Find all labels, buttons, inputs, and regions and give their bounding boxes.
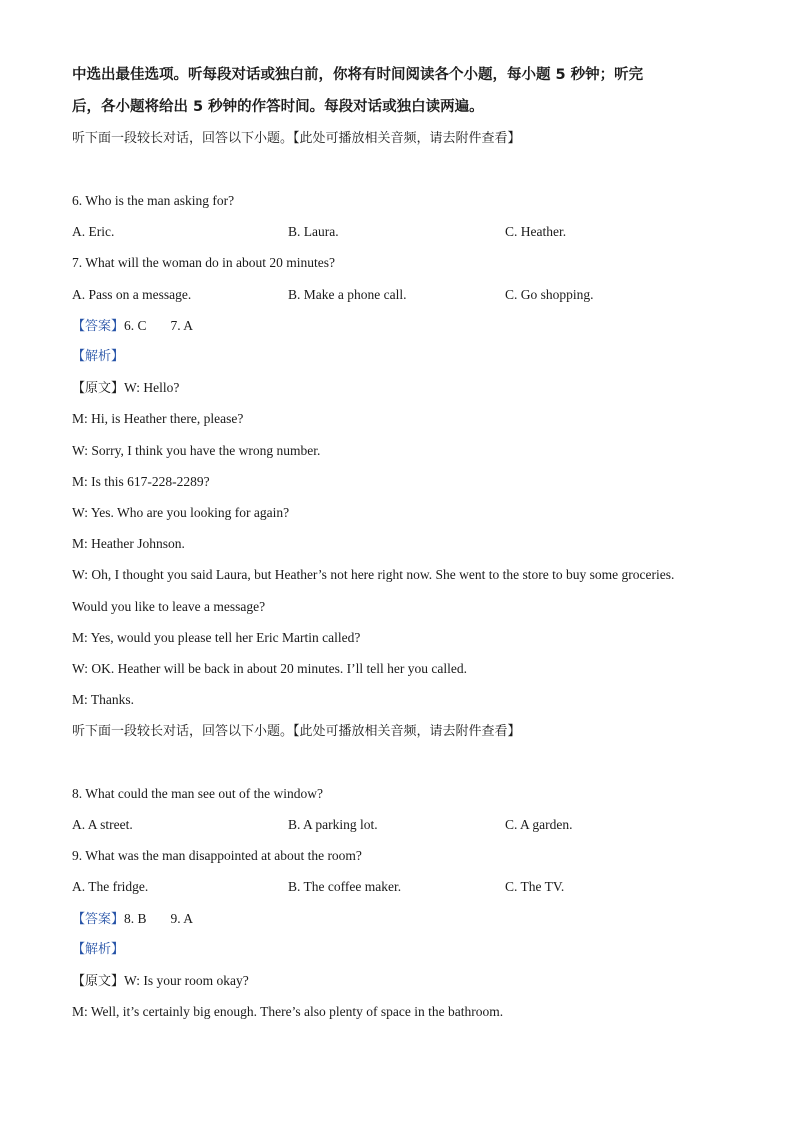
transcript-line: M: Thanks. [72,692,135,707]
question-9-option-c: C. The TV. [505,879,565,894]
transcript-label: 【原文】 [72,974,125,989]
question-6-stem: 6. Who is the man asking for? [72,193,235,208]
transcript-text: W: Is your room okay? [124,973,249,988]
section-1-intro: 听下面一段较长对话，回答以下小题。【此处可播放相关音频，请去附件查看】 [72,131,521,146]
question-7-option-a: A. Pass on a message. [72,287,192,302]
transcript-line: W: Yes. Who are you looking for again? [72,505,290,520]
answer-6: 6. C [124,318,147,333]
question-9-option-b: B. The coffee maker. [288,879,402,894]
transcript-line: W: Sorry, I think you have the wrong number. [72,443,321,458]
question-6-option-a: A. Eric. [72,224,115,239]
instructions-line-2: 后，各小题将给出 5 秒钟的作答时间。每段对话或独白读两遍。 [72,99,484,115]
question-8-option-a: A. A street. [72,817,133,832]
question-8-option-c: C. A garden. [505,817,573,832]
transcript-line: M: Well, it’s certainly big enough. There’s also plenty of space in the bathroom. [72,1004,504,1019]
question-8-stem: 8. What could the man see out of the window? [72,786,323,801]
question-6-option-b: B. Laura. [288,224,339,239]
transcript-line: M: Hi, is Heather there, please? [72,411,244,426]
answer-label: 【答案】 [72,319,125,334]
answer-line-1 [72,317,193,336]
question-7-stem: 7. What will the woman do in about 20 minutes? [72,255,335,270]
answer-label: 【答案】 [72,912,125,927]
transcript-line: Would you like to leave a message? [72,599,266,614]
answer-7: 7. A [170,318,194,333]
transcript-line [72,379,179,398]
answer-9: 9. A [170,911,194,926]
instructions-line-1: 中选出最佳选项。听每段对话或独白前，你将有时间阅读各个小题，每小题 5 秒钟；听完 [72,67,644,83]
transcript-line: M: Yes, would you please tell her Eric Martin called? [72,630,361,645]
transcript-line: M: Heather Johnson. [72,536,185,551]
question-7-option-b: B. Make a phone call. [288,287,407,302]
answer-8: 8. B [124,911,147,926]
question-6-option-c: C. Heather. [505,224,567,239]
transcript-label: 【原文】 [72,381,125,396]
transcript-line: M: Is this 617-228-2289? [72,474,210,489]
transcript-text: W: Hello? [124,380,180,395]
question-9-option-a: A. The fridge. [72,879,149,894]
question-8-option-b: B. A parking lot. [288,817,378,832]
section-2-intro: 听下面一段较长对话，回答以下小题。【此处可播放相关音频，请去附件查看】 [72,724,521,739]
answer-line-2 [72,910,193,929]
transcript-line [72,972,249,991]
question-9-stem: 9. What was the man disappointed at about the room? [72,848,362,863]
analysis-label-2: 【解析】 [72,942,125,957]
transcript-line: W: Oh, I thought you said Laura, but Heather’s not here right now. She went to the store to buy some groceries. [72,567,675,582]
analysis-label-1: 【解析】 [72,349,125,364]
transcript-line: W: OK. Heather will be back in about 20 minutes. I’ll tell her you called. [72,661,468,676]
question-7-option-c: C. Go shopping. [505,287,594,302]
